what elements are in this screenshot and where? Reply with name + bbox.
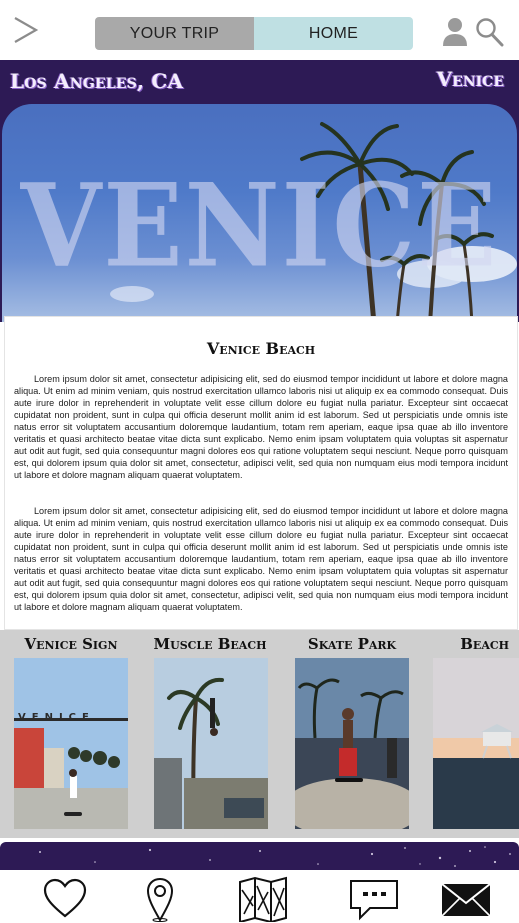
heart-icon[interactable] [42, 876, 88, 922]
city-label: Los Angeles, CA [10, 69, 184, 93]
attraction-label: Muscle Beach [153, 635, 267, 653]
chat-bubble-icon[interactable] [348, 876, 400, 922]
muscle-beach-photo [154, 658, 268, 829]
hero-photo [2, 104, 517, 322]
photo-title: VENICE [20, 157, 499, 294]
attraction-label: Beach [460, 635, 509, 653]
article-title: Venice Beach [206, 339, 316, 358]
map-pin-icon[interactable] [144, 876, 176, 922]
hero-banner [0, 60, 519, 322]
venice-sign-photo [14, 658, 128, 829]
article-paragraph: Lorem ipsum dolor sit amet, consectetur adipisicing elit, sed do eiusmod tempor incididunt ut labore et dolore magna aliqua. Ut enim ad minim veniam, quis nostrud exercitation ullamco laboris nisi ut aliquip ex ea commodo consequat. Duis aute irure dolor in reprehenderit in voluptate velit esse cillum dolore eu fugiat nulla pariatur. Excepteur sint occaecat cupidatat non proident, sunt in culpa qui officia deserunt mollit anim id est laborum. Sed ut perspiciatis unde omnis iste natus error sit voluptatem accusantium doloremque laudantium, totam rem aperiam, eaque ipsa quae ab illo inventore veritatis et quasi architecto beatae vitae dicta sunt explicabo. Nemo enim ipsam voluptatem quia voluptas sit aspernatur aut odit aut fugit, sed quia consequuntur magni dolores eos qui ratione voluptatem sequi nesciunt. Neque porro quisquam est, qui dolorem ipsum quia dolor sit amet, consectetur, adipisci velit, sed quia non numquam eius modi tempora incidunt ut labore et dolore magnam aliquam quaerat voluptatem. [14, 374, 508, 480]
chevron-right-icon[interactable] [10, 14, 40, 46]
footer-speckle-texture [0, 842, 519, 872]
attraction-label: Skate Park [307, 635, 397, 653]
skate-park-photo [295, 658, 409, 829]
beach-photo [433, 658, 519, 829]
tab-your-trip[interactable]: YOUR TRIP [95, 17, 254, 50]
article-card [4, 316, 518, 630]
user-icon[interactable] [442, 17, 468, 47]
attraction-card-venice-sign[interactable] [0, 630, 142, 838]
venice-sign-text: VENICE [18, 712, 95, 723]
attraction-card-beach[interactable] [424, 630, 519, 838]
place-label: Venice [436, 67, 504, 91]
attractions-carousel[interactable] [0, 630, 519, 838]
tab-home[interactable]: HOME [254, 17, 413, 50]
footer-band [0, 842, 519, 872]
search-icon[interactable] [474, 17, 504, 47]
article-paragraph: Lorem ipsum dolor sit amet, consectetur adipisicing elit, sed do eiusmod tempor incididunt ut labore et dolore magna aliqua. Ut enim ad minim veniam, quis nostrud exercitation ullamco laboris nisi ut aliquip ex ea commodo consequat. Duis aute irure dolor in reprehenderit in voluptate velit esse cillum dolore eu fugiat nulla pariatur. Excepteur sint occaecat cupidatat non proident, sunt in culpa qui officia deserunt mollit anim id est laborum. Sed ut perspiciatis unde omnis iste natus error sit voluptatem accusantium doloremque laudantium, totam rem aperiam, eaque ipsa quae ab illo inventore veritatis et quasi architecto beatae vitae dicta sunt explicabo. Nemo enim ipsam voluptatem quia voluptas sit aspernatur aut odit aut fugit, sed quia consequuntur magni dolores eos qui ratione voluptatem sequi nesciunt. Neque porro quisquam est, qui dolorem ipsum quia dolor sit amet, consectetur, adipisci velit, sed quia non numquam eius modi tempora incidunt ut labore et dolore magnam aliquam quaerat voluptatem. [14, 506, 508, 612]
attraction-card-muscle-beach[interactable] [142, 630, 278, 838]
envelope-icon[interactable] [440, 876, 492, 922]
attraction-label: Venice Sign [24, 635, 118, 653]
attraction-card-skate-park[interactable] [282, 630, 422, 838]
segmented-control [95, 17, 413, 50]
top-bar [0, 0, 519, 60]
folded-map-icon[interactable] [238, 876, 288, 922]
bottom-nav [0, 870, 519, 923]
